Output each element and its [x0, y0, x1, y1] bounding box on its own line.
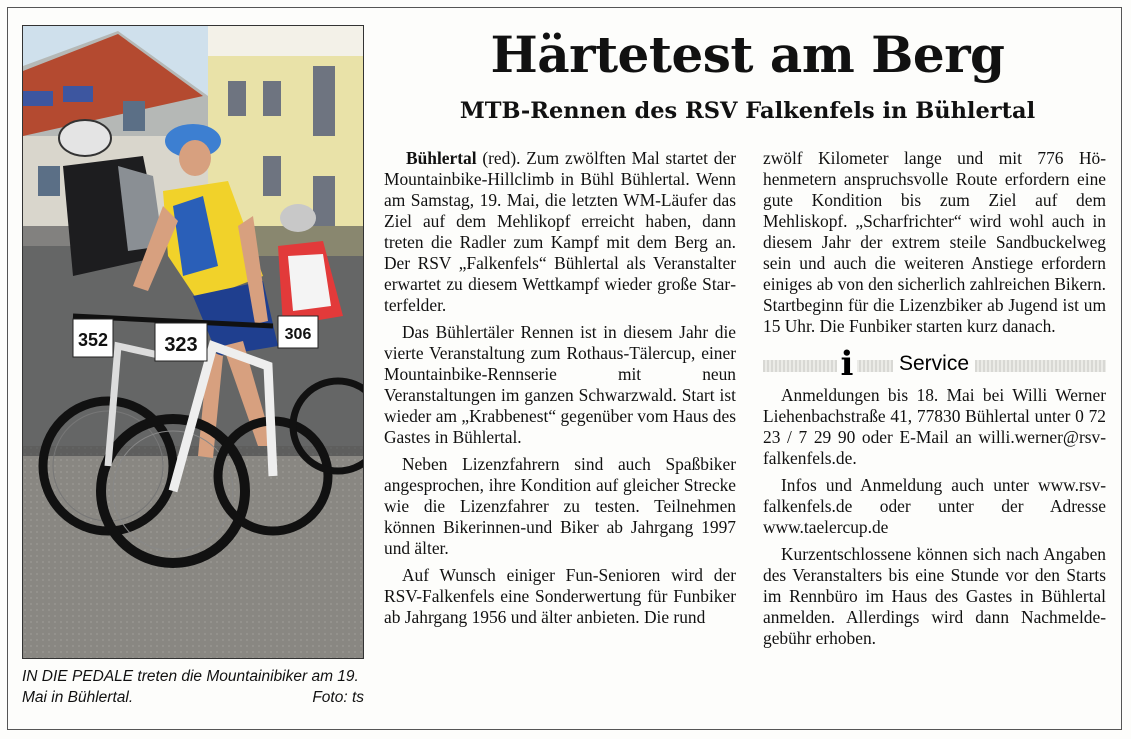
caption-text: IN DIE PEDALE treten die Mountainibiker am 19. Mai in Bühlertal. — [22, 668, 359, 706]
paragraph-1-text: (red). Zum zwölften Mal startet der Mountainbike-Hillclimb in Bühl Bühlertal. Wenn am Samstag, 19. Mai, die letzten WM-Läufer das Ziel auf dem Mehlikopf erreicht haben, dann treten die Radler zum Kampf mit dem Berg an. Der RSV „Falkenfels“ Bühlertal als Veranstalter erwartet zu diesem Wettkampf wieder große Starterfelder. — [384, 148, 736, 315]
service-paragraph-2: Infos und Anmeldung auch unter www.rsv-falkenfels.de oder unter der Adresse www.taelercup.de — [763, 475, 1106, 537]
service-paragraph-3: Kurzentschlossene können sich nach Angaben des Veranstalters bis eine Stunde vor den Starts im Rennbüro im Haus des Gastes in Bühlertal anmelden. Allerdings wird dann Nachmeldegebühr erhoben. — [763, 544, 1106, 648]
article-column-2 — [763, 148, 1106, 655]
service-header — [763, 344, 1106, 384]
race-photo — [22, 25, 364, 659]
bib-number-352: 352 — [77, 330, 109, 350]
photo-caption — [22, 666, 364, 708]
article-column-1 — [384, 148, 736, 634]
photo-credit: Foto: ts — [312, 689, 364, 706]
headline: Härtetest am Berg — [490, 25, 1005, 84]
info-icon: i — [837, 347, 857, 381]
paragraph-4: Auf Wunsch einiger Fun-Senioren wird der RSV-Falkenfels eine Sonderwertung für Funbiker ab Jahrgang 1956 und älter anbieten. Die rund — [384, 565, 736, 627]
paragraph-3: Neben Lizenzfahrern sind auch Spaßbiker angesprochen, ihre Kondition auf gleicher Strecke wie die Lizenzfahrer zu testen. Teilnehmen können Bikerinnen-und Biker ab Jahrgang 1997 und älter. — [384, 454, 736, 558]
paragraph-1 — [384, 148, 736, 316]
paragraph-2: Das Bühlertäler Rennen ist in diesem Jahr die vierte Veranstaltung zum Rothaus-Tälercup, einer Mountainbike-Rennserie mit neun Veranstaltungen im ganzen Schwarzwald. Start ist wieder am „Krabbenest“ gegenüber vom Haus des Gastes in Bühlertal. — [384, 322, 736, 447]
bib-number-323: 323 — [164, 334, 198, 356]
bib-number-306: 306 — [284, 326, 312, 343]
service-paragraph-1: Anmeldungen bis 18. Mai bei Willi Werner Liehenbachstraße 41, 77830 Bühlertal unter 0 72 23 / 7 29 90 oder E-Mail an willi.werner@rsv-falkenfels.de. — [763, 385, 1106, 468]
subheadline: MTB-Rennen des RSV Falkenfels in Bühlertal — [459, 98, 1036, 124]
service-label: Service — [893, 351, 975, 377]
dateline-place: Bühlertal — [406, 148, 477, 168]
paragraph-5: zwölf Kilometer lange und mit 776 Höhenmetern anspruchsvolle Route erfordern eine gute Kondition bis zum Ziel auf dem Mehliskopf. „Scharfrichter“ wird wohl auch in diesem Jahr der extrem steile Sandbuckelweg sein und auch die weiteren Anstiege erfordern einiges ab von den sicherlich zahlreichen Bikern. Startbeginn für die Lizenzbiker ab Jugend ist um 15 Uhr. Die Funbiker starten kurz danach. — [763, 148, 1106, 336]
